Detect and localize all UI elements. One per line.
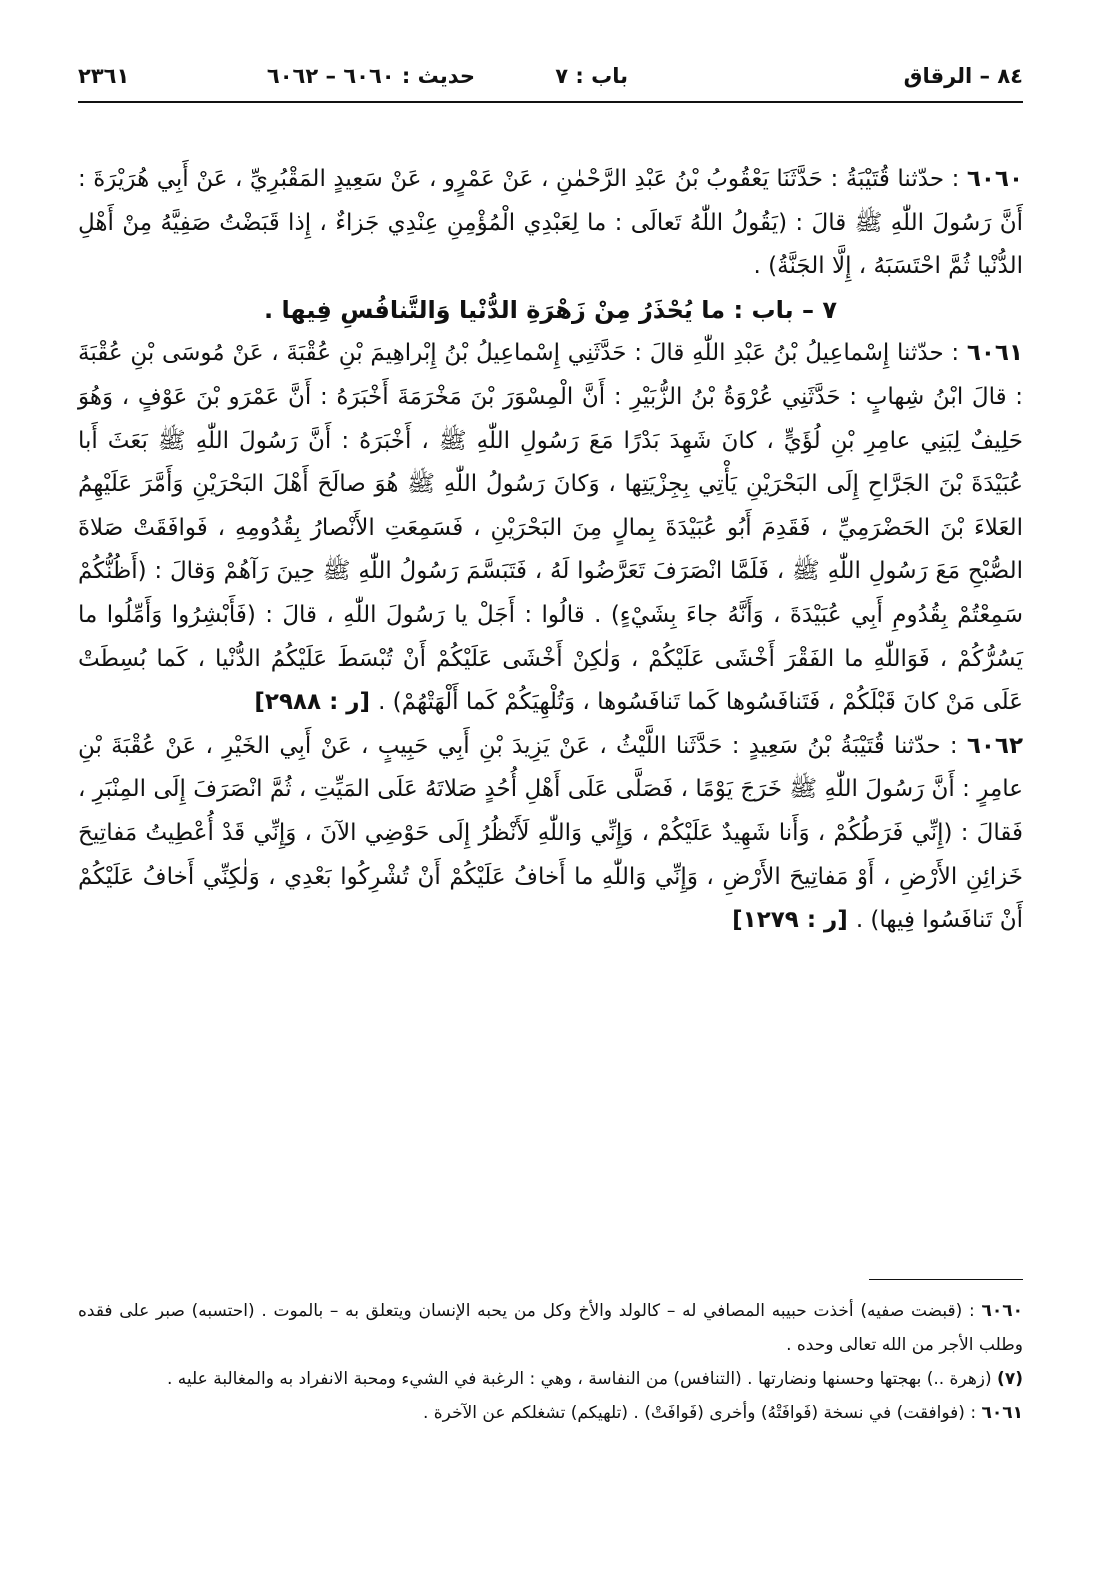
footnotes <box>78 1294 1023 1430</box>
footnote-number: ٦٠٦١ <box>981 1403 1023 1423</box>
footnote-text: (زهرة ..) بهجتها وحسنها ونضارتها . (التنافس) من النفاسة ، وهي : الرغبة في الشيء ومحبة الانفراد به والمغالبة عليه . <box>167 1369 998 1389</box>
header-page-number: ٢٣٦١ <box>78 64 130 88</box>
chapter-heading: ٧ – باب : ما يُحْذَرُ مِنْ زَهْرَةِ الدُّنْيا وَالتَّنافُسِ فِيها . <box>264 295 837 324</box>
hadith-6062 <box>78 725 1023 943</box>
header-chapter: ٨٤ – الرقاق <box>903 64 1023 88</box>
header-bab: باب : ٧ <box>555 64 628 88</box>
hadith-6060 <box>78 158 1023 289</box>
cross-reference: [ر : ٢٩٨٨] <box>254 689 379 716</box>
footnote <box>78 1396 1023 1430</box>
footnote <box>78 1362 1023 1396</box>
hadith-number: ٦٠٦١ <box>966 340 1023 367</box>
footnote <box>78 1294 1023 1362</box>
header-rule <box>78 101 1023 103</box>
hadith-text: : حدّثنا قُتَيْبَةُ بْنُ سَعِيدٍ : حَدَّثَنا اللَّيْثُ ، عَنْ يَزِيدَ بْنِ أَبِي حَبِيبٍ ، عَنْ أَبِي الخَيْرِ ، عَنْ عُقْبَةَ بْنِ عامِرٍ : أَنَّ رَسُولَ اللّٰهِ ﷺ خَرَجَ يَوْمًا ، فَصَلَّى عَلَى أَهْلِ أُحُدٍ صَلاتَهُ عَلَى المَيِّتِ ، ثُمَّ انْصَرَفَ إِلَى المِنْبَرِ ، فَقالَ : (إِنِّي فَرَطُكُمْ ، وَأَنا شَهِيدٌ عَلَيْكُمْ ، وَإِنِّي وَاللّٰهِ لَأَنْظُرُ إِلَى حَوْضِي الآنَ ، وَإِنِّي قَدْ أُعْطِيتُ مَفاتِيحَ خَزائِنِ الأَرْضِ ، أَوْ مَفاتِيحَ الأَرْضِ ، وَإِنِّي وَاللّٰهِ ما أَخافُ عَلَيْكُمْ أَنْ تُشْرِكُوا بَعْدِي ، وَلٰكِنِّي أَخافُ عَلَيْكُمْ أَنْ تَنافَسُوا فِيها) . <box>78 732 1023 934</box>
hadith-text: : حدّثنا إِسْماعِيلُ بْنُ عَبْدِ اللّٰهِ قالَ : حَدَّثَنِي إِسْماعِيلُ بْنُ إِبْراهِيمَ بْنِ عُقْبَةَ ، عَنْ مُوسَى بْنِ عُقْبَةَ : قالَ ابْنُ شِهابٍ : حَدَّثَنِي عُرْوَةُ بْنُ الزُّبَيْرِ : أَنَّ الْمِسْوَرَ بْنَ مَخْرَمَةَ أَخْبَرَهُ : أَنَّ عَمْرَو بْنَ عَوْفٍ ، وَهُوَ حَلِيفٌ لِبَنِي عامِرِ بْنِ لُؤَيٍّ ، كانَ شَهِدَ بَدْرًا مَعَ رَسُولِ اللّٰهِ ﷺ ، أَخْبَرَهُ : أَنَّ رَسُولَ اللّٰهِ ﷺ بَعَثَ أَبا عُبَيْدَةَ بْنَ الجَرَّاحِ إِلَى البَحْرَيْنِ يَأْتِي بِجِزْيَتِها ، وَكانَ رَسُولُ اللّٰهِ ﷺ هُوَ صالَحَ أَهْلَ البَحْرَيْنِ وَأَمَّرَ عَلَيْهِمُ العَلاءَ بْنَ الحَضْرَمِيِّ ، فَقَدِمَ أَبُو عُبَيْدَةَ بِمالٍ مِنَ البَحْرَيْنِ ، فَسَمِعَتِ الأَنْصارُ بِقُدُومِهِ ، فَوافَقَتْ صَلاةَ الصُّبْحِ مَعَ رَسُولِ اللّٰهِ ﷺ ، فَلَمَّا انْصَرَفَ تَعَرَّضُوا لَهُ ، فَتَبَسَّمَ رَسُولُ اللّٰهِ ﷺ حِينَ رَآهُمْ وَقالَ : (أَظُنُّكُمْ سَمِعْتُمْ بِقُدُومِ أَبِي عُبَيْدَةَ ، وَأَنَّهُ جاءَ بِشَيْءٍ) . قالُوا : أَجَلْ يا رَسُولَ اللّٰهِ ، قالَ : (فَأَبْشِرُوا وَأَمِّلُوا ما يَسُرُّكُمْ ، فَوَاللّٰهِ ما الفَقْرَ أَخْشَى عَلَيْكُمْ ، وَلٰكِنْ أَخْشَى عَلَيْكُمْ أَنْ تُبْسَطَ عَلَيْكُمُ الدُّنْيا ، كَما بُسِطَتْ عَلَى مَنْ كانَ قَبْلَكُمْ ، فَتَنافَسُوها كَما تَنافَسُوها ، وَتُلْهِيَكُمْ كَما أَلْهَتْهُمْ) . <box>78 340 1023 716</box>
header-hadith-range: حديث : ٦٠٦٠ – ٦٠٦٢ <box>266 64 475 88</box>
running-header <box>78 58 1023 98</box>
hadith-number: ٦٠٦٠ <box>966 166 1023 192</box>
cross-reference: [ر : ١٢٧٩] <box>732 907 856 934</box>
hadith-number: ٦٠٦٢ <box>966 732 1023 759</box>
main-text <box>78 158 1023 943</box>
footnote-text: : (قبضت صفيه) أخذت حبيبه المصافي له – كالولد والأخ وكل من يحبه الإنسان ويتعلق به – بالموت . (احتسبه) صبر على فقده وطلب الأجر من الله تعالى وحده . <box>78 1301 1023 1355</box>
footnote-rule <box>869 1279 1023 1280</box>
footnote-number: (٧) <box>997 1369 1023 1389</box>
footnote-text: : (فوافقت) في نسخة (فَوافَتْهُ) وأخرى (فَوافَتْ) . (تلهيكم) تشغلكم عن الآخرة . <box>422 1403 982 1423</box>
hadith-6061 <box>78 332 1023 724</box>
footnote-number: ٦٠٦٠ <box>981 1301 1023 1321</box>
hadith-text: : حدّثنا قُتَيْبَةُ : حَدَّثَنَا يَعْقُوبُ بْنُ عَبْدِ الرَّحْمٰنِ ، عَنْ عَمْرٍو ، عَنْ سَعِيدٍ المَقْبُرِيِّ ، عَنْ أَبِي هُرَيْرَةَ : أَنَّ رَسُولَ اللّٰهِ ﷺ قالَ : (يَقُولُ اللّٰهُ تَعالَى : ما لِعَبْدِي الْمُؤْمِنِ عِنْدِي جَزاءٌ ، إِذا قَبَضْتُ صَفِيَّهُ مِنْ أَهْلِ الدُّنْيا ثُمَّ احْتَسَبَهُ ، إِلَّا الجَنَّةُ) . <box>78 166 1023 280</box>
